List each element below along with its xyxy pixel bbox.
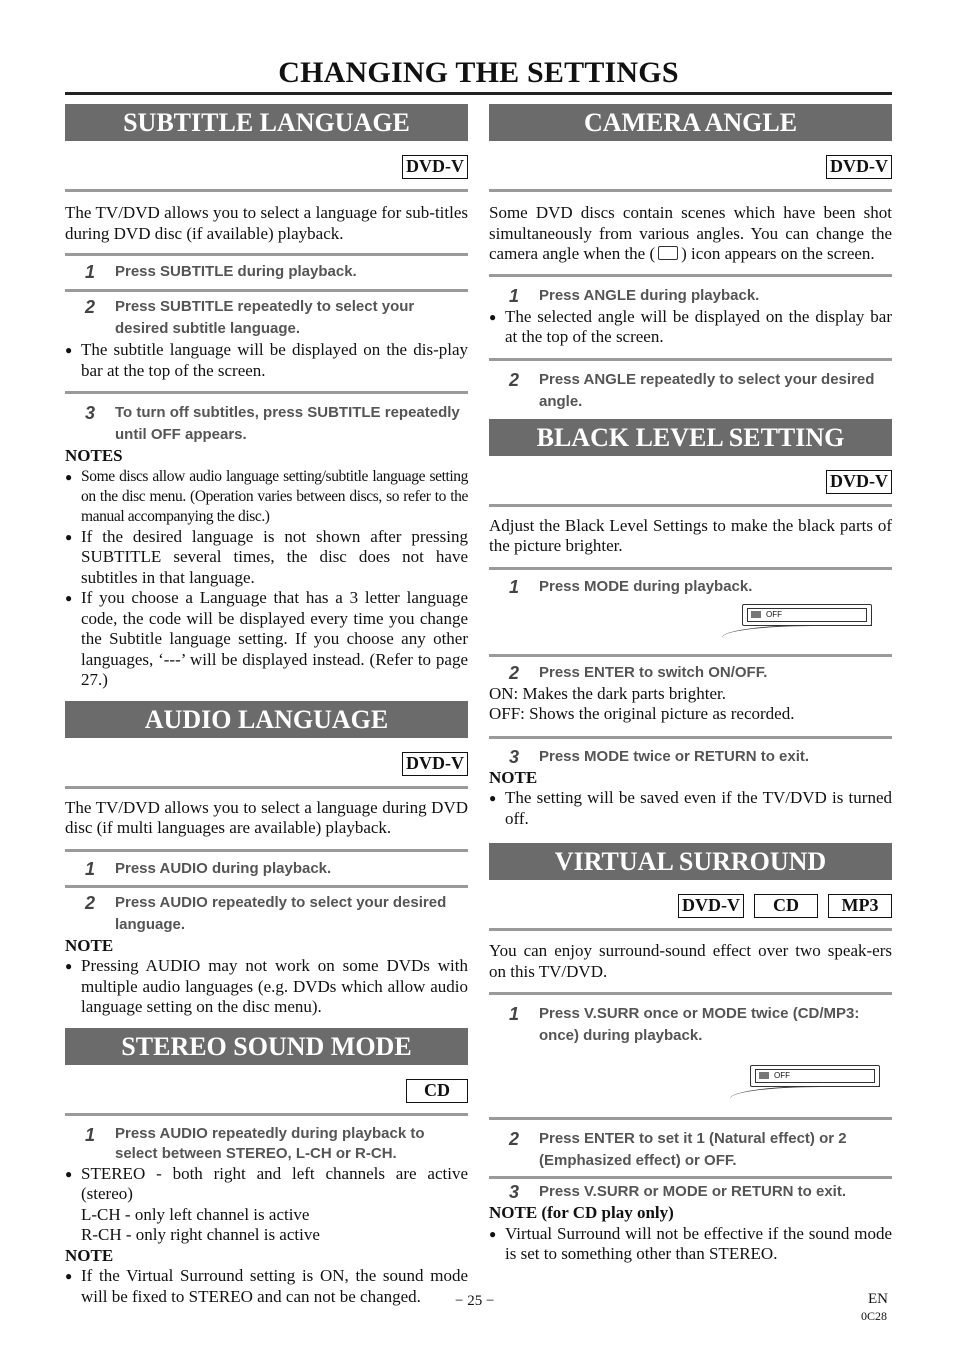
black-step-3: [489, 746, 892, 768]
camera-bullet: ● The selected angle will be displayed on the display bar at the top of the screen.: [489, 306, 892, 346]
dvd-v-badge: DVD-V: [402, 752, 468, 776]
step-number: 3: [508, 1182, 519, 1202]
audio-intro: The TV/DVD allows you to select a language during DVD disc (if multi languages are available) playback.: [65, 797, 468, 837]
subtitle-step-2: [65, 296, 468, 340]
note-label: NOTE: [65, 935, 114, 955]
divider: [65, 253, 468, 256]
page-title: CHANGING THE SETTINGS: [278, 56, 679, 89]
surround-icon: [759, 1072, 769, 1079]
step-text: Press ANGLE repeatedly to select your desired angle.: [539, 370, 875, 410]
right-column: [489, 104, 892, 1265]
subtitle-step-1: [65, 261, 468, 283]
camera-step-2: [489, 369, 892, 413]
audio-step-1: [65, 858, 468, 880]
step-number: 2: [84, 297, 95, 317]
audio-language-header: AUDIO LANGUAGE: [65, 701, 468, 738]
step-number: 1: [508, 285, 519, 306]
divider: [489, 274, 892, 277]
divider: [65, 885, 468, 888]
divider: [489, 654, 892, 657]
note-item: ● Some discs allow audio language setting/subtitle language setting on the disc menu. (Operation varies between discs, so refer to the manual accompanying the disc.): [65, 467, 468, 525]
divider: [489, 358, 892, 361]
surround-intro: You can enjoy surround-sound effect over two speak-ers on this TV/DVD.: [489, 941, 892, 981]
surround-step-1: [489, 1003, 892, 1047]
camera-angle-icon: [658, 246, 678, 260]
black-level-icon: [751, 611, 761, 618]
step-number: 3: [84, 403, 95, 423]
subtitle-language-header: SUBTITLE LANGUAGE: [65, 104, 468, 141]
camera-intro: Some DVD discs contain scenes which have been shot simultaneously from various angles. You can change the camera angle when the ( ) icon appears on the screen.: [489, 203, 892, 263]
camera-angle-header: CAMERA ANGLE: [489, 104, 892, 141]
dvd-v-badge: DVD-V: [826, 155, 892, 179]
step-number: 3: [508, 746, 519, 767]
note-item: ● Virtual Surround will not be effective if the sound mode is set to something other than STEREO.: [489, 1223, 892, 1263]
note-label: NOTE: [489, 767, 538, 787]
step-number: 2: [84, 892, 95, 913]
cd-badge: CD: [754, 894, 818, 918]
divider: [65, 1113, 468, 1116]
divider: [489, 928, 892, 931]
black-off-line: OFF: Shows the original picture as recorded.: [489, 704, 795, 723]
divider: [65, 391, 468, 394]
divider: [489, 1117, 892, 1120]
osd-value: OFF: [766, 609, 782, 619]
dvd-v-badge: DVD-V: [678, 894, 744, 918]
surround-osd: [489, 1047, 892, 1107]
step-number: 1: [508, 576, 519, 597]
step-text: Press V.SURR or MODE or RETURN to exit.: [539, 1183, 847, 1200]
stereo-bullet: ● STEREO - both right and left channels are active (stereo): [65, 1163, 468, 1203]
step-number: 1: [84, 858, 95, 879]
dvd-v-badge: DVD-V: [826, 470, 892, 494]
notes-label: NOTES: [65, 446, 123, 465]
step-text: Press V.SURR once or MODE twice (CD/MP3: once) during playback.: [539, 1005, 860, 1044]
note-item: ● The setting will be saved even if the TV/DVD is turned off.: [489, 788, 892, 828]
note-item: ● Pressing AUDIO may not work on some DVDs with multiple audio languages (e.g. DVDs which allow audio language setting on the disc menu).: [65, 956, 468, 1016]
step-number: 1: [508, 1004, 519, 1024]
black-level-header: BLACK LEVEL SETTING: [489, 419, 892, 456]
divider: [489, 567, 892, 570]
step-text: Press ENTER to switch ON/OFF.: [539, 663, 768, 681]
step-text: Press AUDIO repeatedly during playback to select between STEREO, L-CH or R-CH.: [115, 1124, 425, 1162]
divider: [489, 992, 892, 995]
divider: [489, 1176, 892, 1179]
language-code: EN: [868, 1291, 888, 1307]
divider: [489, 189, 892, 192]
osd-value: OFF: [774, 1071, 790, 1080]
step-number: 2: [508, 369, 519, 390]
black-step-1: [489, 576, 892, 598]
step-text: Press AUDIO during playback.: [115, 859, 332, 877]
divider: [65, 189, 468, 192]
step-text: Press ENTER to set it 1 (Natural effect) or 2 (Emphasized effect) or OFF.: [539, 1130, 847, 1169]
black-intro: Adjust the Black Level Settings to make the black parts of the picture brighter.: [489, 515, 892, 555]
mp3-badge: MP3: [828, 894, 892, 918]
stereo-line: L-CH - only left channel is active: [81, 1204, 310, 1224]
step-text: Press SUBTITLE repeatedly to select your desired subtitle language.: [115, 298, 415, 337]
note-label: NOTE (for CD play only): [489, 1203, 674, 1222]
subtitle-bullet: ● The subtitle language will be displayed on the dis-play bar at the top of the screen.: [65, 340, 468, 380]
cd-badge: CD: [406, 1079, 468, 1103]
page-number: − 25 −: [455, 1293, 495, 1309]
step-number: 1: [84, 262, 95, 282]
step-number: 1: [84, 1124, 95, 1145]
divider: [65, 786, 468, 789]
black-step-2: [489, 662, 892, 684]
step-text: Press SUBTITLE during playback.: [115, 263, 357, 280]
stereo-line: R-CH - only right channel is active: [81, 1225, 320, 1244]
note-item: ● If the Virtual Surround setting is ON, the sound mode will be fixed to STEREO and can not be changed.: [65, 1266, 468, 1306]
step-text: Press MODE twice or RETURN to exit.: [539, 747, 810, 765]
virtual-surround-header: VIRTUAL SURROUND: [489, 843, 892, 880]
subtitle-intro: The TV/DVD allows you to select a language for sub-titles during DVD disc (if available) playback.: [65, 203, 468, 243]
step-text: Press ANGLE during playback.: [539, 286, 760, 304]
dvd-v-badge: DVD-V: [402, 155, 468, 179]
divider: [489, 736, 892, 739]
black-level-osd: [489, 598, 892, 640]
note-item: ● If you choose a Language that has a 3 letter language code, the code will be displayed every time you change the Subtitle language setting. If you choose any other languages, ‘---’ will be displayed instead. (Refer to page 27.): [65, 588, 468, 689]
left-column: [65, 104, 468, 1307]
audio-step-2: [65, 892, 468, 936]
step-text: To turn off subtitles, press SUBTITLE repeatedly until OFF appears.: [115, 404, 460, 443]
surround-step-3: [489, 1181, 892, 1203]
camera-step-1: [489, 285, 892, 307]
divider: [65, 289, 468, 292]
black-on-line: ON: Makes the dark parts brighter.: [489, 683, 726, 703]
subtitle-step-3: [65, 402, 468, 446]
note-label: NOTE: [65, 1245, 114, 1265]
step-number: 2: [508, 662, 519, 683]
surround-step-2: [489, 1128, 892, 1172]
stereo-sound-mode-header: STEREO SOUND MODE: [65, 1028, 468, 1065]
step-text: Press MODE during playback.: [539, 577, 753, 595]
step-text: Press AUDIO repeatedly to select your desired language.: [115, 893, 447, 933]
step-number: 2: [508, 1129, 519, 1149]
note-item: ● If the desired language is not shown after pressing SUBTITLE several times, the disc does not have subtitles in that language.: [65, 526, 468, 587]
divider: [65, 849, 468, 852]
document-code: 0C28: [861, 1309, 888, 1323]
title-rule: [65, 92, 892, 95]
stereo-step-1: [65, 1124, 468, 1164]
divider: [489, 504, 892, 507]
